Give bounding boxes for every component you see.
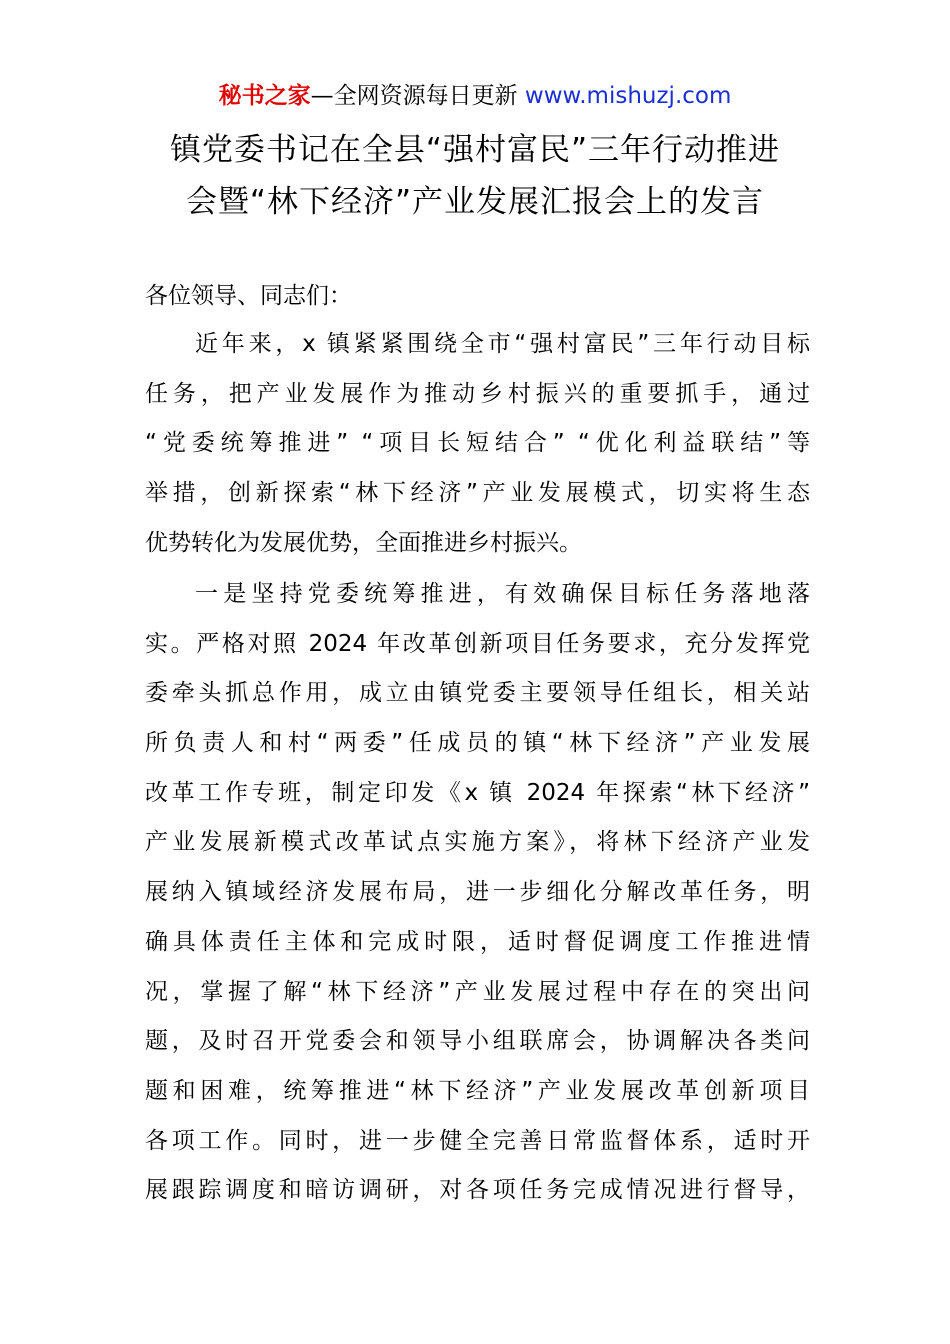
paragraph-2 (145, 570, 810, 1216)
paragraph-line: 确具体责任主体和完成时限，适时督促调度工作推进情 (145, 928, 810, 955)
header-tagline: —全网资源每日更新 (310, 83, 525, 109)
paragraph-line: 各项工作。同时，进一步健全完善日常监督体系，适时开 (145, 1127, 810, 1154)
paragraph-line: 委牵头抓总作用，成立由镇党委主要领导任组长，相关站 (145, 680, 810, 707)
paragraph-1 (145, 320, 810, 568)
paragraph-line: 举措，创新探索“林下经济”产业发展模式，切实将生态 (145, 480, 810, 507)
paragraph-line: 题，及时召开党委会和领导小组联席会，协调解决各类问 (145, 1028, 810, 1055)
paragraph-line: 题和困难，统筹推进“林下经济”产业发展改革创新项目 (145, 1077, 810, 1104)
title-line-1: 镇党委书记在全县“强村富民”三年行动推进 (169, 132, 781, 168)
site-header-banner (0, 80, 950, 112)
paragraph-line: 况，掌握了解“林下经济”产业发展过程中存在的突出问 (145, 978, 810, 1005)
salutation: 各位领导、同志们： (145, 283, 352, 309)
brand-name: 秘书之家 (218, 83, 311, 109)
paragraph-line: 优势转化为发展优势，全面推进乡村振兴。 (145, 529, 582, 556)
paragraph-line: 改革工作专班，制定印发《x 镇 2024 年探索“林下经济” (145, 779, 810, 806)
paragraph-line: 展跟踪调度和暗访调研，对各项任务完成情况进行督导， (145, 1177, 810, 1204)
title-line-2: 会暨“林下经济”产业发展汇报会上的发言 (185, 184, 765, 220)
paragraph-line: 实。严格对照 2024 年改革创新项目任务要求，充分发挥党 (145, 630, 810, 657)
document-title (0, 124, 950, 228)
paragraph-line: 产业发展新模式改革试点实施方案》，将林下经济产业发 (145, 829, 810, 856)
paragraph-line: 所负责人和村“两委”任成员的镇“林下经济”产业发展 (145, 730, 810, 757)
paragraph-line: 近年来，x 镇紧紧围绕全市“强村富民”三年行动目标 (195, 331, 810, 357)
paragraph-line: “党委统筹推进” “项目长短结合” “优化利益联结”等 (145, 430, 810, 457)
paragraph-line: 一是坚持党委统筹推进，有效确保目标任务落地落 (195, 581, 810, 607)
site-url-link[interactable]: www.mishuzj.com (524, 83, 732, 109)
paragraph-line: 展纳入镇域经济发展布局，进一步细化分解改革任务，明 (145, 879, 810, 906)
paragraph-line: 任务，把产业发展作为推动乡村振兴的重要抓手，通过 (145, 380, 810, 407)
